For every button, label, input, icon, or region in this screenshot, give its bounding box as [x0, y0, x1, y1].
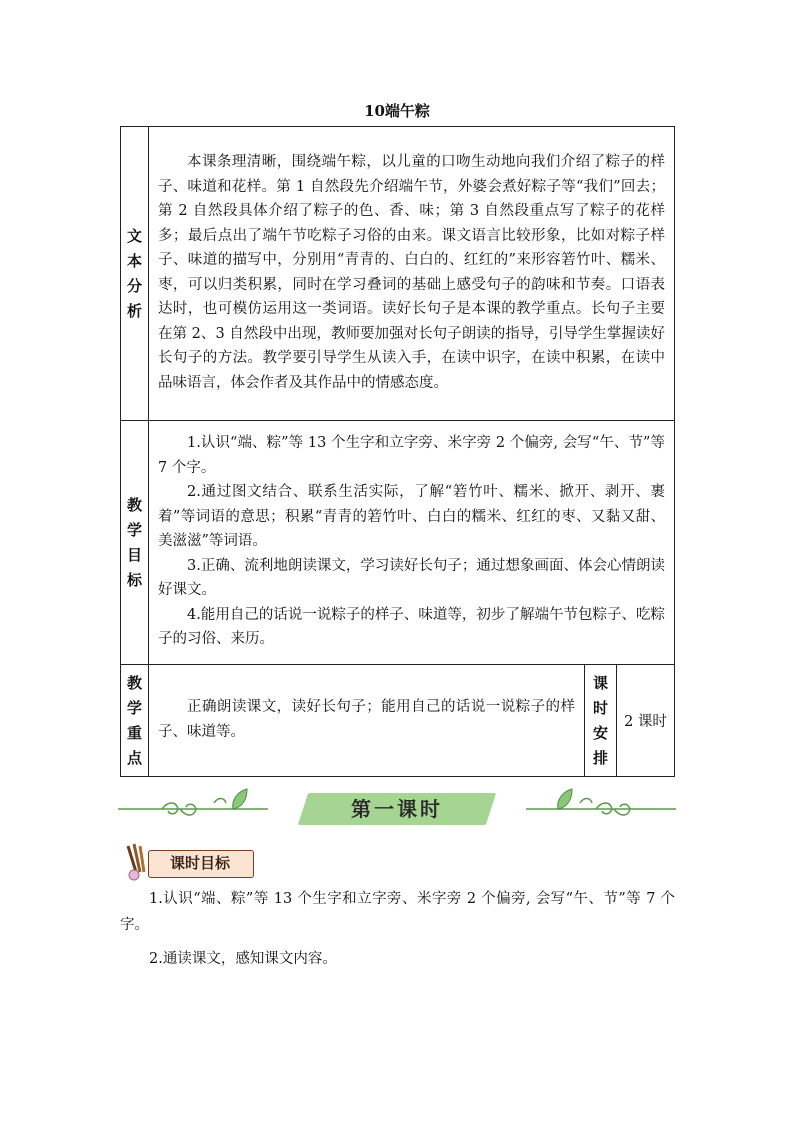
- goal-item: 1.认识“端、粽”等 13 个生字和立字旁、米字旁 2 个偏旁, 会写“午、节”等 7 个字。: [158, 435, 665, 476]
- label-char: 分: [126, 276, 142, 295]
- goal-item: 4.能用自己的话说一说粽子的样子、味道等，初步了解端午节包粽子、吃粽子的习俗、来历。: [158, 606, 665, 648]
- label-char: 点: [126, 748, 142, 767]
- lesson-goal-item: 2.通读课文，感知课文内容。: [149, 951, 337, 967]
- leaf-icon: [233, 789, 247, 809]
- schedule-label: [584, 665, 616, 777]
- label-char: 析: [126, 301, 142, 320]
- label-char: 文: [126, 226, 142, 245]
- label-char: 重: [126, 723, 142, 742]
- analysis-label: [121, 127, 149, 421]
- goals-content: [149, 421, 675, 665]
- goals-row: [121, 421, 675, 665]
- label-char: 教: [126, 673, 142, 692]
- label-char: 目: [126, 545, 142, 564]
- key-label: [121, 665, 149, 777]
- label-char: 学: [126, 520, 142, 539]
- badge-label: 课时目标: [169, 854, 230, 872]
- label-char: 学: [126, 698, 142, 717]
- banner-title: 第一课时: [351, 797, 443, 821]
- lesson-goal-item: 1.认识“端、粽”等 13 个生字和立字旁、米字旁 2 个偏旁, 会写“午、节”等 7 个字。: [120, 891, 675, 933]
- leaf-icon: [558, 789, 572, 809]
- goal-item: 3.正确、流利地朗读课文，学习读好长句子；通过想象画面、体会心情朗读好课文。: [158, 557, 665, 599]
- lesson-table: [120, 126, 675, 777]
- lesson-banner: [118, 785, 676, 833]
- analysis-text: 本课条理清晰，围绕端午粽，以儿童的口吻生动地向我们介绍了粽子的样子、味道和花样。第 1 自然段先介绍端午节，外婆会煮好粽子等“我们”回去；第 2 自然段具体介绍了粽子的色、香、味；第 3 自然段重点写了粽子的花样多；最后点出了端午节吃粽子习俗的由来。课文语言比较形象，比如对粽子样子、味道的描写中，分别用“青青的、白白的、红红的”来形容箬竹叶、糯米、枣，可以归类积累，同时在学习叠词的基础上感受句子的韵味和节奏。口语表达时，也可模仿运用这一类词语。读好长句子是本课的教学重点。长句子主要在第 2、3 自然段中出现，教师要加强对长句子朗读的指导，引导学生掌握读好长句子的方法。教学要引导学生从读入手，在读中识字，在读中积累，在读中品味语言，体会作者及其作品中的情感态度。: [158, 154, 665, 391]
- analysis-row: [121, 127, 675, 421]
- label-char: 安: [592, 723, 608, 742]
- key-content: [149, 665, 585, 777]
- label-char: 时: [592, 698, 608, 717]
- label-char: 标: [126, 570, 142, 589]
- analysis-content: [149, 127, 675, 421]
- goal-item: 2.通过图文结合、联系生活实际，了解“箬竹叶、糯米、掀开、剥开、裹着”等词语的意思；积累“青青的箬竹叶、白白的糯米、红红的枣、又黏又甜、美滋滋”等词语。: [158, 484, 665, 550]
- schedule-value: 2 课时: [616, 665, 674, 777]
- label-char: 排: [592, 748, 608, 767]
- goals-label: [121, 421, 149, 665]
- label-char: 教: [126, 495, 142, 514]
- lesson-goals: [120, 886, 675, 972]
- key-row: [121, 665, 675, 777]
- key-text: 正确朗读课文，读好长句子；能用自己的话说一说粽子的样子、味道等。: [158, 699, 575, 740]
- page-title: 10端午粽: [364, 102, 430, 120]
- section-badge: [120, 842, 260, 882]
- label-char: 课: [592, 673, 608, 692]
- label-char: 本: [126, 251, 142, 270]
